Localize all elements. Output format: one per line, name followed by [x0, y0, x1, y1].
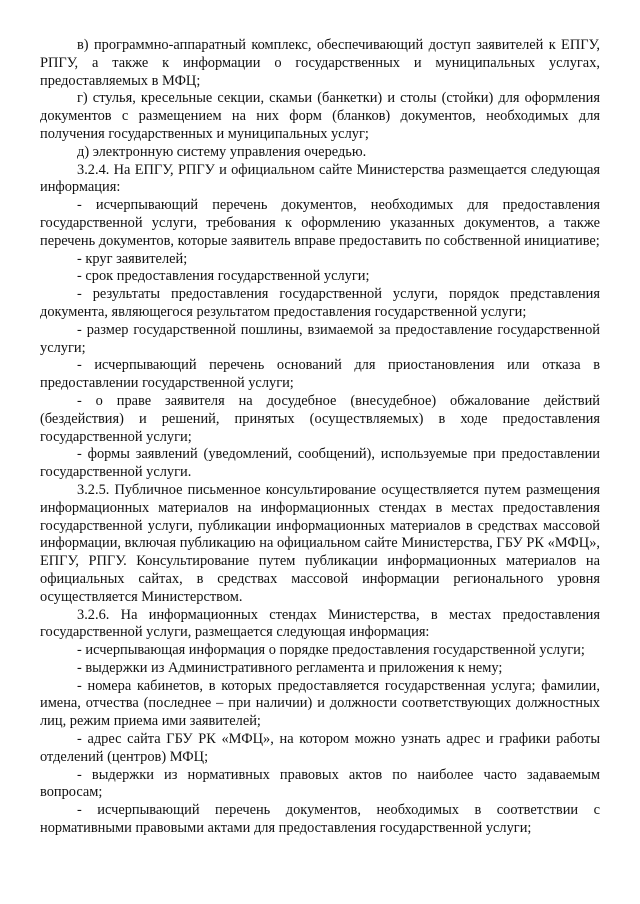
list-item: - формы заявлений (уведомлений, сообщений), используемые при предоставлении государственной услуги.	[40, 446, 600, 481]
list-item: - о праве заявителя на досудебное (внесудебное) обжалование действий (бездействия) и решений, принятых (осуществляемых) в ходе предоставления государственной услуги;	[40, 392, 600, 445]
document-page	[40, 37, 600, 838]
list-item: - выдержки из нормативных правовых актов по наиболее часто задаваемым вопросам;	[40, 766, 600, 801]
list-item: - исчерпывающая информация о порядке предоставления государственной услуги;	[77, 642, 585, 659]
paragraph-item-d: д) электронную систему управления очередью.	[77, 143, 367, 160]
list-item: - исчерпывающий перечень документов, необходимых для предоставления государственной услуги, требования к оформлению указанных документов, а также перечень документов, которые заявитель вправе предоставить по собственной инициативе;	[40, 197, 600, 249]
list-item: - номера кабинетов, в которых предоставляется государственная услуга; фамилии, имена, отчества (последнее – при наличии) и должности соответствующих должностных лиц, режим приема ими заявителей;	[40, 677, 600, 730]
list-item: - результаты предоставления государственной услуги, порядок представления документа, являющегося результатом предоставления государственной услуги;	[40, 286, 600, 320]
paragraph-3-2-4: 3.2.4. На ЕПГУ, РПГУ и официальном сайте Министерства размещается следующая информация:	[40, 161, 600, 196]
paragraph-3-2-5: 3.2.5. Публичное письменное консультирование осуществляется путем размещения информационных материалов на информационных стендах в местах предоставления государственной услуги, публикации информационных материалов в средствах массовой информации, включая публикацию на официальном сайте Министерства, ГБУ РК «МФЦ», ЕПГУ, РПГУ. Консультирование путем публикации информационных материалов на официальных сайтах, в средствах массовой информации регионального уровня осуществляется Министерством.	[40, 481, 600, 605]
paragraph-3-2-6: 3.2.6. На информационных стендах Министерства, в местах предоставления государственной услуги, размещается следующая информация:	[40, 606, 600, 641]
paragraph-item-v: в) программно-аппаратный комплекс, обеспечивающий доступ заявителей к ЕПГУ, РПГУ, а также к информации о государственных и муниципальных услугах, предоставляемых в МФЦ;	[40, 37, 600, 89]
list-item: - адрес сайта ГБУ РК «МФЦ», на котором можно узнать адрес и графики работы отделений (центров) МФЦ;	[40, 731, 600, 765]
list-item: - выдержки из Административного регламента и приложения к нему;	[77, 659, 503, 676]
list-item: - размер государственной пошлины, взимаемой за предоставление государственной услуги;	[40, 321, 600, 356]
list-item: - срок предоставления государственной услуги;	[77, 268, 370, 285]
list-item: - исчерпывающий перечень оснований для приостановления или отказа в предоставлении государственной услуги;	[40, 357, 600, 392]
list-item: - исчерпывающий перечень документов, необходимых в соответствии с нормативными правовыми актами для предоставления государственной услуги;	[40, 802, 600, 837]
list-item: - круг заявителей;	[77, 250, 188, 267]
paragraph-item-g: г) стулья, кресельные секции, скамьи (банкетки) и столы (стойки) для оформления документов с размещением на них форм (бланков) документов, необходимых для получения государственных и муниципальных услуг;	[40, 90, 600, 142]
